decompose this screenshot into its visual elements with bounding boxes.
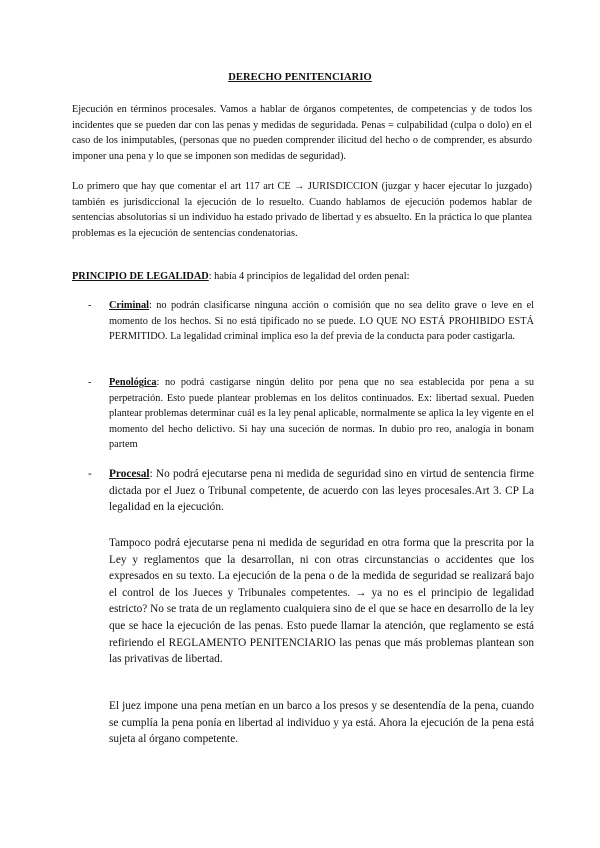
page-title: DERECHO PENITENCIARIO	[228, 72, 372, 83]
list-dash: -	[88, 468, 92, 480]
item-text: : No podrá ejecutarse pena ni medida de seguridad sino en virtud de sentencia firme dictada por el Juez o Tribunal competente, de acuerdo con las leyes procesales.Art 3. CP La legalidad en la ejecución.	[109, 468, 534, 514]
item-text: : no podrán clasificarse ninguna acción o comisión que no sea delito grave o leve en el momento de los hechos. Si no está tipificado no se puede. LO QUE NO ESTÁ PROHIBIDO ESTÁ PERMITIDO. La legalidad criminal implica eso la def previa de la conducta para poder castigarla.	[109, 300, 534, 343]
list-dash: -	[88, 377, 92, 388]
intro-paragraph-1: Ejecución en términos procesales. Vamos a hablar de órganos competentes, de competencias y de todos los incidentes que se pueden dar con las penas y medidas de seguridada. Penas = culpabilidad (culpa o dolo) en el caso de los inimputables, (personas que no pueden comprender ilicitud del hecho o de comprender, es absurdo imponer una pena y lo que se imponen son medidas de seguridad).	[72, 104, 532, 162]
body-paragraph-2: El juez impone una pena metían en un barco a los presos y se desentendía de la pena, cuando se cumplía la pena ponía en libertad al individuo y ya está. Ahora la ejecución de la pena está sujeta al órgano competente.	[109, 700, 534, 746]
list-item-procesal	[88, 466, 534, 516]
principle-heading	[72, 269, 532, 285]
intro-paragraph-2: Lo primero que hay que comentar el art 117 art CE → JURISDICCION (juzgar y hacer ejecutar lo juzgado) también es jurisdiccional la ejecución de lo resuelto. Cuando hablamos de ejecución podemos hablar de sentencias absolutorias si un individuo ha estado privado de libertad y es absuelto. En la práctica lo que plantea problemas es la ejecución de sentencias condenatorias.	[72, 181, 532, 239]
principle-label: PRINCIPIO DE LEGALIDAD	[72, 271, 209, 282]
item-label: Procesal	[109, 468, 150, 480]
list-item-criminal	[88, 298, 534, 345]
body-paragraph-1: Tampoco podrá ejecutarse pena ni medida de seguridad en otra forma que la prescrita por la Ley y reglamentos que la desarrollan, ni con otras circunstancias o accidentes que los expresados en su texto. La ejecución de la pena o de la medida de seguridad se realizará bajo el control de los Jueces y Tribunales competentes. → ya no es el principio de legalidad estricto? No se trata de un reglamento cualquiera sino de el que se hace en desarrollo de la ley que se hace la ejecución de las penas. Esto puede llamar la atención, que reglamento se está refiriendo el REGLAMENTO PENITENCIARIO las penas que más problemas plantean son las privativas de libertad.	[109, 537, 534, 666]
list-dash: -	[88, 300, 92, 311]
item-text: : no podrá castigarse ningún delito por pena que no sea establecida por pena a su perpetración. Esto puede plantear problemas en los delitos continuados. Ex: libertad sexual. Pueden plantear problemas determinar cuál es la ley penal aplicable, normalmente se aplica la ley vigente en el momento del hecho delictivo. Si hay una suceción de normas. In dubio pro reo, analogía in bonam partem	[109, 377, 534, 451]
item-label: Penológica	[109, 377, 157, 388]
list-item-penologica	[88, 375, 534, 453]
principle-text: : había 4 principios de legalidad del orden penal:	[208, 271, 410, 282]
item-label: Criminal	[109, 300, 150, 311]
